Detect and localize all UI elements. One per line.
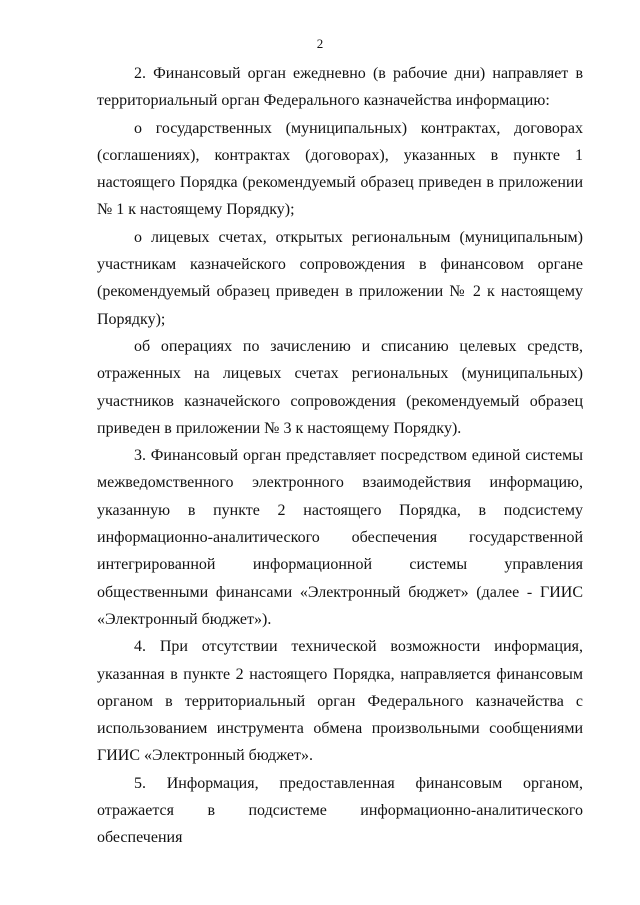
paragraph-2-intro: 2. Финансовый орган ежедневно (в рабочие дни) направляет в территориальный орган Федерального казначейства информацию: (97, 65, 583, 110)
paragraph-4: 4. При отсутствии технической возможности информация, указанная в пункте 2 настоящего Порядка, направляется финансовым органом в территориальный орган Федерального казначейства с использованием инструмента обмена произвольными сообщениями ГИИС «Электронный бюджет». (97, 638, 583, 765)
paragraph-contracts-item: о государственных (муниципальных) контрактах, договорах (соглашениях), контрактах (договорах), указанных в пункте 1 настоящего Порядка (рекомендуемый образец приведен в приложении № 1 к настоящему Порядку); (97, 119, 583, 219)
paragraph-3: 3. Финансовый орган представляет посредством единой системы межведомственного электронного взаимодействия информацию, указанную в пункте 2 настоящего Порядка, в подсистему информационно-аналитического обеспечения государственной интегрированной информационной системы управления общественными финансами «Электронный бюджет» (далее - ГИИС «Электронный бюджет»). (97, 447, 583, 628)
page-number: 2 (316, 36, 324, 51)
document-body (97, 60, 583, 852)
paragraph-operations-item: об операциях по зачислению и списанию целевых средств, отраженных на лицевых счетах региональных (муниципальных) участников казначейского сопровождения (рекомендуемый образец приведен в приложении № 3 к настоящему Порядку). (97, 337, 583, 437)
paragraph-5: 5. Информация, предоставленная финансовым органом, отражается в подсистеме информационно-аналитического обеспечения (97, 774, 583, 847)
paragraph-accounts-item: о лицевых счетах, открытых региональным (муниципальным) участникам казначейского сопровождения в финансовом органе (рекомендуемый образец приведен в приложении № 2 к настоящему Порядку); (97, 228, 583, 328)
